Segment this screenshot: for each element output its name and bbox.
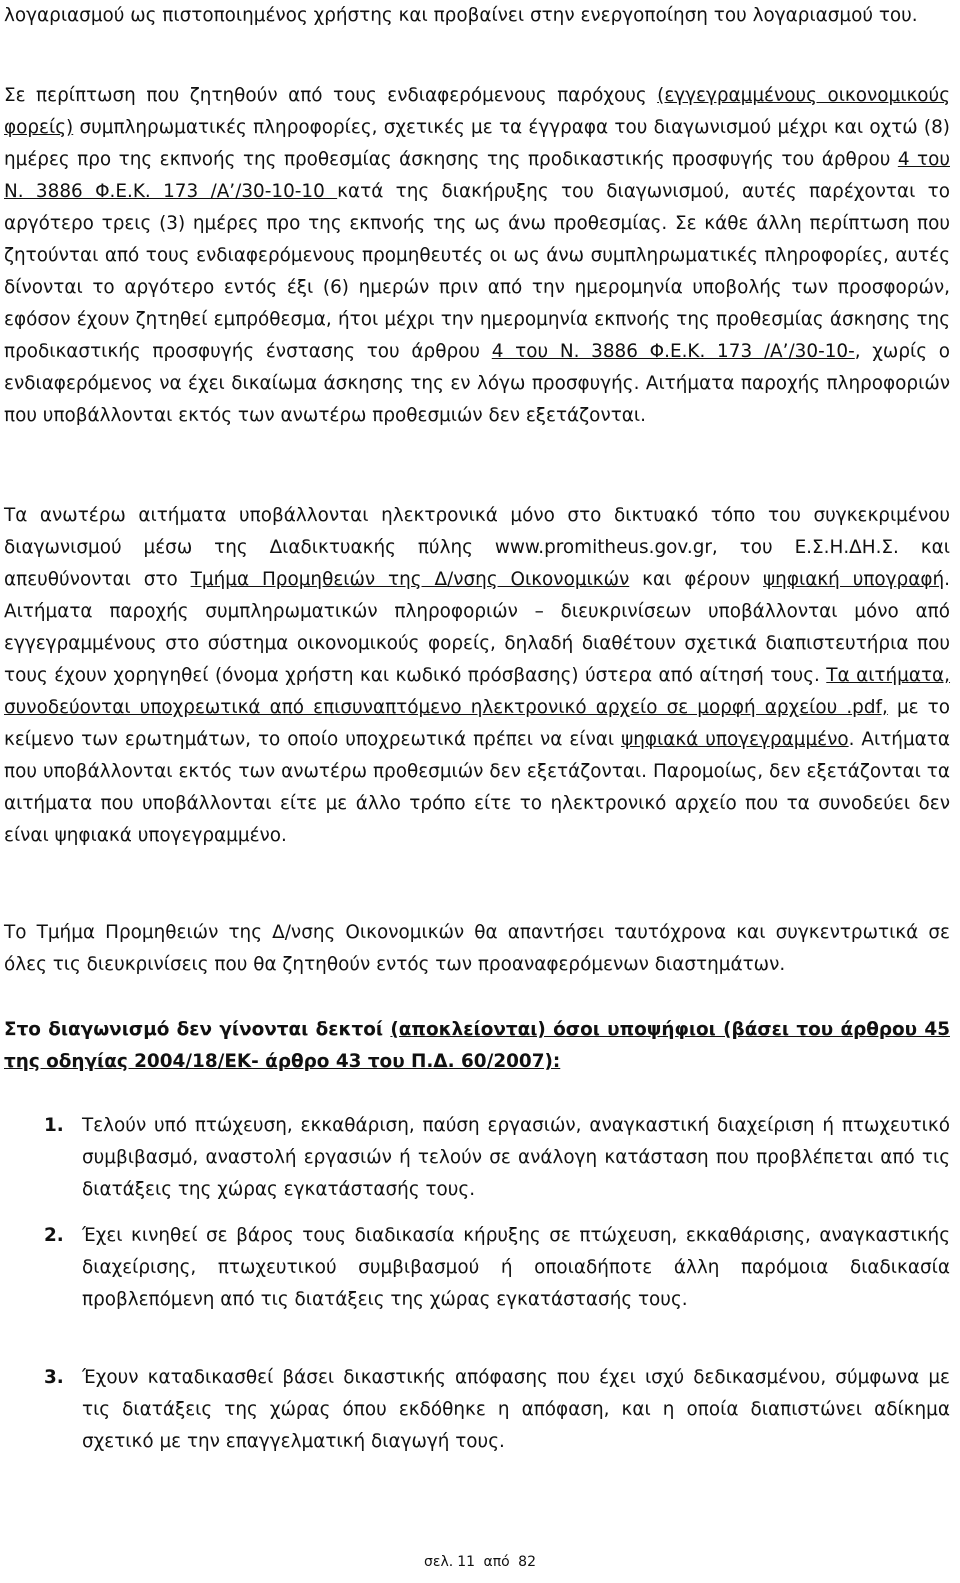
paragraph-text: Σε περίπτωση που ζητηθούν από τους ενδιαφερόμενους παρόχους bbox=[4, 85, 658, 106]
list-item-number: 2. bbox=[44, 1225, 64, 1246]
underlined-text: (εγγεγραμμένους οικονομικούς φορείς) bbox=[4, 85, 950, 138]
page-footer bbox=[0, 1551, 960, 1573]
underlined-digitally-signed: ψηφιακά υπογεγραμμένο bbox=[621, 729, 849, 750]
list-item-text: Έχουν καταδικασθεί βάσει δικαστικής απόφασης που έχει ισχύ δεδικασμένου, σύμφωνα με τις διατάξεις της χώρας όπου εκδόθηκε η απόφαση, και η οποία διαπιστώνει αδίκημα σχετικό με την επαγγελματική διαγωγή τους. bbox=[82, 1367, 950, 1452]
paragraph-text: Το Τμήμα Προμηθειών της Δ/νσης Οικονομικών θα απαντήσει ταυτόχρονα και συγκεντρωτικά σε όλες τις διευκρινίσεις που θα ζητηθούν εντός των προαναφερόμενων διαστημάτων. bbox=[4, 922, 950, 975]
paragraph-text: λογαριασμού ως πιστοποιημένος χρήστης και προβαίνει στην ενεργοποίηση του λογαριασμού του. bbox=[4, 5, 918, 26]
list-item-text: Έχει κινηθεί σε βάρος τους διαδικασία κήρυξης σε πτώχευση, εκκαθάρισης, αναγκαστικής διαχείρισης, πτωχευτικού συμβιβασμού ή οποιαδήποτε άλλη παρόμοια διαδικασία προβλεπόμενη από τις διατάξεις της χώρας εγκατάστασής τους. bbox=[82, 1225, 950, 1310]
paragraph-account-activation bbox=[4, 0, 950, 32]
paragraph-text: με το κείμενο των ερωτημάτων, το οποίο υποχρεωτικά πρέπει να είναι bbox=[4, 697, 950, 750]
underlined-law-reference: 4 του Ν. 3886 Φ.Ε.Κ. 173 /Α’/30-10- bbox=[491, 341, 855, 362]
paragraph-text: συμπληρωματικές πληροφορίες, σχετικές με τα έγγραφα του διαγωνισμού μέχρι και οχτώ (8) ημέρες προ της εκπνοής της προθεσμίας άσκησης της προδικαστικής προσφυγής του άρθρου bbox=[4, 117, 950, 170]
heading-text: Στο διαγωνισμό δεν γίνονται δεκτοί bbox=[4, 1019, 391, 1040]
underlined-heading-text: (αποκλείονται) όσοι υποψήφιοι (βάσει του άρθρου 45 της οδηγίας 2004/18/ΕΚ- άρθρο 43 του Π.Δ. 60/2007): bbox=[4, 1019, 950, 1072]
list-item-number: 3. bbox=[44, 1367, 64, 1388]
heading-exclusions bbox=[4, 1014, 950, 1078]
paragraph-text: . Αιτήματα παροχής συμπληρωματικών πληροφοριών – διευκρινίσεων υποβάλλονται μόνο από εγγεγραμμένους στο σύστημα οικονομικούς φορείς, δηλαδή διαθέτουν σχετικά διαπιστευτήρια που τους έχουν χορηγηθεί (όνομα χρήστη και κωδικό πρόσβασης) ύστερα από αίτησή τους. bbox=[4, 569, 950, 686]
list-item bbox=[44, 1362, 950, 1458]
underlined-department: Τμήμα Προμηθειών της Δ/νσης Οικονομικών bbox=[190, 569, 630, 590]
paragraph-supplementary-info bbox=[4, 80, 950, 432]
paragraph-request-submission bbox=[4, 500, 950, 852]
page-total: 82 bbox=[518, 1554, 536, 1570]
list-item-text: Τελούν υπό πτώχευση, εκκαθάριση, παύση εργασιών, αναγκαστική διαχείριση ή πτωχευτικό συμβιβασμό, αναστολή εργασιών ή τελούν σε ανάλογη κατάσταση που προβλέπεται από τις διατάξεις της χώρας εγκατάστασής τους. bbox=[82, 1115, 950, 1200]
list-item-number: 1. bbox=[44, 1115, 64, 1136]
paragraph-text: . Αιτήματα που υποβάλλονται εκτός των ανωτέρω προθεσμιών δεν εξετάζονται. Παρομοίως, δεν εξετάζονται τα αιτήματα που υποβάλλονται είτε με άλλο τρόπο είτε το ηλεκτρονικό αρχείο που τα συνοδεύει δεν είναι ψηφιακά υπογεγραμμένο. bbox=[4, 729, 950, 846]
page-separator: από bbox=[483, 1554, 510, 1570]
paragraph-department-answer bbox=[4, 917, 950, 981]
page-prefix: σελ. bbox=[424, 1554, 454, 1570]
underlined-pdf-requirement: Τα αιτήματα, συνοδεύονται υποχρεωτικά από επισυναπτόμενο ηλεκτρονικό αρχείο σε μορφή αρχείου .pdf, bbox=[4, 665, 951, 718]
list-item bbox=[44, 1110, 950, 1206]
paragraph-text: , χωρίς ο ενδιαφερόμενος να έχει δικαίωμα άσκησης της εν λόγω προσφυγής. Αιτήματα παροχής πληροφοριών που υποβάλλονται εκτός των ανωτέρω προθεσμιών δεν εξετάζονται. bbox=[4, 341, 950, 426]
paragraph-text: και φέρουν bbox=[629, 569, 764, 590]
list-item bbox=[44, 1220, 950, 1316]
page-current: 11 bbox=[457, 1554, 476, 1570]
paragraph-text: Τα ανωτέρω αιτήματα υποβάλλονται ηλεκτρονικά μόνο στο δικτυακό τόπο του συγκεκριμένου διαγωνισμού μέσω της Διαδικτυακής πύλης www.promitheus.gov.gr, του Ε.Σ.Η.ΔΗ.Σ. και απευθύνονται στο bbox=[4, 505, 950, 590]
paragraph-text: κατά της διακήρυξης του διαγωνισμού, αυτές παρέχονται το αργότερο τρεις (3) ημέρες προ της εκπνοής της ως άνω προθεσμίας. Σε κάθε άλλη περίπτωση που ζητούνται από τους ενδιαφερόμενους προμηθευτές οι ως άνω συμπληρωματικές πληροφορίες, αυτές δίνονται το αργότερο εντός έξι (6) ημερών πριν από την ημερομηνία υποβολής των προσφορών, εφόσον έχουν ζητηθεί εμπρόθεσμα, ήτοι μέχρι την ημερομηνία εκπνοής της προθεσμίας άσκησης της προδικαστικής προσφυγής ένστασης του άρθρου bbox=[4, 181, 950, 362]
underlined-digital-signature: ψηφιακή υπογραφή bbox=[763, 569, 945, 590]
underlined-law-reference: 4 του Ν. 3886 Φ.Ε.Κ. 173 /Α’/30-10-10 bbox=[4, 149, 950, 202]
